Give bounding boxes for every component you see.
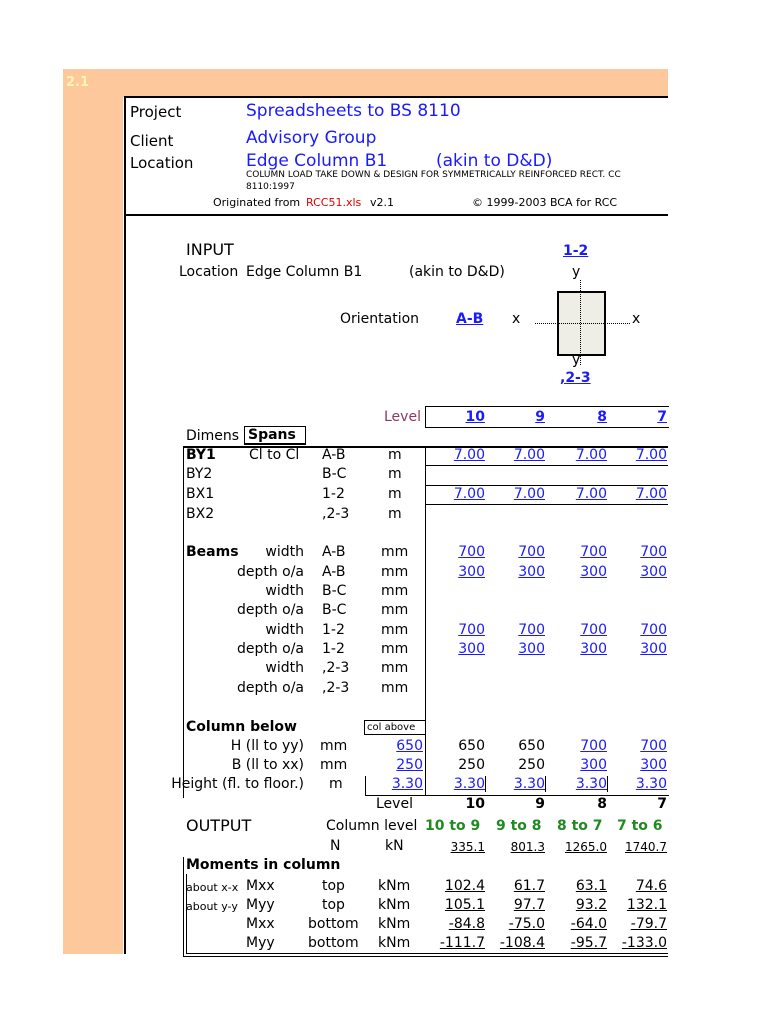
beam-row-values <box>425 622 668 640</box>
moment-unit: kNm <box>378 935 411 951</box>
bx1-bottom-border <box>425 504 668 505</box>
moment-name: Myy <box>246 935 275 951</box>
beam-row-name: depth o/a <box>236 641 304 657</box>
description: COLUMN LOAD TAKE DOWN & DESIGN FOR SYMMETRICALLY REINFORCED RECT. CC <box>246 170 621 180</box>
beam-row-name: depth o/a <box>236 680 304 696</box>
beam-row-name: depth o/a <box>236 564 304 580</box>
level-row-value: 7 <box>657 796 667 812</box>
bottom-span-link[interactable]: ,2-3 <box>560 370 591 386</box>
column-row-name: Height (fl. to floor.) <box>171 776 304 792</box>
moment-value: -79.7 <box>630 916 667 932</box>
column-row-values <box>425 738 668 756</box>
moment-value: -64.0 <box>570 916 607 932</box>
beam-value[interactable]: 300 <box>580 641 607 657</box>
span-value[interactable]: 7.00 <box>575 447 607 463</box>
originated-prefix: Originated from <box>213 196 301 209</box>
beam-row-ref: ,2-3 <box>322 680 350 696</box>
column-above-value[interactable]: 250 <box>396 757 423 773</box>
n-value: 1740.7 <box>625 840 667 854</box>
beam-row-values <box>425 641 668 659</box>
level-label: Level <box>384 409 421 425</box>
level-cell[interactable]: 7 <box>657 409 667 425</box>
y-axis-bottom-label: y <box>572 352 581 368</box>
beam-row-name: depth o/a <box>236 602 304 618</box>
output-bottom-border-inner <box>186 953 668 954</box>
beam-row-name: width <box>265 622 304 638</box>
moments-label: Moments in column <box>186 857 341 873</box>
project-value: Spreadsheets to BS 8110 <box>246 101 461 121</box>
column-value: 250 <box>518 757 545 773</box>
originated-file: RCC51.xls <box>306 196 362 209</box>
span-row-unit: m <box>388 506 402 522</box>
column-level-label: Column level <box>326 818 418 834</box>
n-unit: kN <box>385 838 404 854</box>
sheet-tag: 2.1 <box>66 75 90 90</box>
moment-values <box>425 878 668 896</box>
input-title: INPUT <box>186 240 234 259</box>
beam-row-ref: ,2-3 <box>322 660 350 676</box>
beam-value[interactable]: 300 <box>640 564 667 580</box>
span-value[interactable]: 7.00 <box>513 486 545 502</box>
n-value: 335.1 <box>450 840 485 854</box>
column-row-unit: m <box>329 776 343 792</box>
project-label: Project <box>130 103 182 121</box>
beam-row-unit: mm <box>381 564 409 580</box>
beam-value[interactable]: 300 <box>518 641 545 657</box>
moment-axis-label: about x-x <box>186 881 239 894</box>
location-note: (akin to D&D) <box>436 151 553 171</box>
top-span-link[interactable]: 1-2 <box>563 243 589 259</box>
span-row-ref: A-B <box>322 447 346 463</box>
level-cell[interactable]: 9 <box>535 409 545 425</box>
moment-values <box>425 897 668 915</box>
moment-value: 93.2 <box>575 897 607 913</box>
moment-value: -75.0 <box>508 916 545 932</box>
input-location-label: Location <box>179 264 239 280</box>
level-row-value: 9 <box>535 796 545 812</box>
output-bottom-border-outer <box>183 956 668 957</box>
beam-value[interactable]: 300 <box>458 564 485 580</box>
n-values <box>425 840 668 856</box>
column-value[interactable]: 300 <box>580 757 607 773</box>
beam-value[interactable]: 300 <box>458 641 485 657</box>
moment-value: -84.8 <box>448 916 485 932</box>
beam-row-ref: A-B <box>322 544 346 560</box>
moment-name: Mxx <box>246 916 275 932</box>
moment-value: 102.4 <box>444 878 485 894</box>
column-above-value[interactable]: 3.30 <box>391 776 423 792</box>
beam-value[interactable]: 700 <box>518 622 545 638</box>
column-value[interactable]: 300 <box>640 757 667 773</box>
x-axis-right-label: x <box>632 311 641 327</box>
moment-name: Mxx <box>246 878 275 894</box>
column-value: 650 <box>458 738 485 754</box>
column-value[interactable]: 3.30 <box>425 776 486 792</box>
level-cells <box>425 409 668 427</box>
span-row-unit: m <box>388 466 402 482</box>
orientation-link[interactable]: A-B <box>456 311 484 327</box>
sheet-margin-top <box>63 69 668 97</box>
beam-row-ref: B-C <box>322 583 347 599</box>
span-row-label: BY2 <box>186 466 213 482</box>
beam-value[interactable]: 300 <box>518 564 545 580</box>
header-bottom-border <box>124 214 668 216</box>
span-row-unit: m <box>388 447 402 463</box>
location-value: Edge Column B1 <box>246 151 388 171</box>
beam-value[interactable]: 700 <box>518 544 545 560</box>
span-row-ref: 1-2 <box>322 486 345 502</box>
column-row-name: H (ll to yy) <box>230 738 304 754</box>
span-value[interactable]: 7.00 <box>635 447 667 463</box>
column-value[interactable]: 3.30 <box>635 776 667 792</box>
moment-unit: kNm <box>378 916 411 932</box>
beam-row-ref: 1-2 <box>322 622 345 638</box>
input-location-value: Edge Column B1 <box>246 264 363 280</box>
moment-value: -108.4 <box>499 935 545 951</box>
orientation-label: Orientation <box>340 311 420 327</box>
beam-value[interactable]: 700 <box>580 544 607 560</box>
moment-unit: kNm <box>378 878 411 894</box>
beam-row-unit: mm <box>381 583 409 599</box>
moment-value: -95.7 <box>570 935 607 951</box>
moment-pos: bottom <box>308 916 359 932</box>
column-value[interactable]: 3.30 <box>545 776 608 792</box>
beam-row-ref: A-B <box>322 564 346 580</box>
moment-value: 97.7 <box>513 897 545 913</box>
beam-value[interactable]: 700 <box>640 544 667 560</box>
span-row-values <box>425 447 668 465</box>
originated-version: v2.1 <box>370 196 395 209</box>
span-row-label: BY1 <box>186 447 216 463</box>
span-value[interactable]: 7.00 <box>575 486 607 502</box>
input-location-note: (akin to D&D) <box>409 264 505 280</box>
column-below-label: Column below <box>186 719 297 735</box>
n-label: N <box>330 838 341 854</box>
span-row-values <box>425 486 668 504</box>
dimens-label: Dimens <box>186 428 240 444</box>
header-left-border <box>124 96 126 954</box>
beam-row-ref: 1-2 <box>322 641 345 657</box>
location-label: Location <box>130 154 194 172</box>
moment-value: 132.1 <box>626 897 667 913</box>
beam-value[interactable]: 300 <box>640 641 667 657</box>
level-cell[interactable]: 8 <box>597 409 607 425</box>
moment-value: 61.7 <box>513 878 545 894</box>
output-title: OUTPUT <box>186 816 252 835</box>
x-axis-dashed-line <box>535 323 630 324</box>
beam-row-name: width <box>265 660 304 676</box>
description-cont: 8110:1997 <box>246 182 295 192</box>
copyright: © 1999-2003 BCA for RCC <box>472 196 618 209</box>
level-row-label: Level <box>376 796 413 812</box>
column-value[interactable]: 700 <box>640 738 667 754</box>
beam-row-values <box>425 544 668 562</box>
beam-row-name: width <box>265 544 304 560</box>
span-row-sub: Cl to Cl <box>249 447 300 463</box>
level-row-value: 10 <box>465 796 485 812</box>
moment-value: 63.1 <box>575 878 607 894</box>
moment-name: Myy <box>246 897 275 913</box>
moment-values <box>425 916 668 934</box>
moment-value: 74.6 <box>635 878 667 894</box>
span-row-label: BX2 <box>186 506 215 522</box>
moment-unit: kNm <box>378 897 411 913</box>
output-left-border-outer <box>183 857 184 957</box>
column-value[interactable]: 700 <box>580 738 607 754</box>
span-value[interactable]: 7.00 <box>513 447 545 463</box>
beam-row-unit: mm <box>381 602 409 618</box>
column-level-value: 8 to 7 <box>557 818 603 834</box>
column-value: 250 <box>458 757 485 773</box>
moment-pos: top <box>322 897 345 913</box>
column-level-values <box>425 818 668 836</box>
header-top-border <box>124 96 668 98</box>
client-value: Advisory Group <box>246 128 377 148</box>
column-row-unit: mm <box>320 757 348 773</box>
beam-value[interactable]: 300 <box>580 564 607 580</box>
beam-row-unit: mm <box>381 641 409 657</box>
client-label: Client <box>130 132 174 150</box>
column-level-value: 10 to 9 <box>425 818 481 834</box>
column-level-value: 7 to 6 <box>617 818 663 834</box>
span-value[interactable]: 7.00 <box>635 486 667 502</box>
level-cell[interactable]: 10 <box>465 409 485 425</box>
beam-row-unit: mm <box>381 660 409 676</box>
beams-label: Beams <box>186 544 239 560</box>
span-row-ref: B-C <box>322 466 347 482</box>
n-value: 1265.0 <box>565 840 607 854</box>
beam-row-unit: mm <box>381 680 409 696</box>
column-value: 650 <box>518 738 545 754</box>
input-left-border <box>183 446 184 798</box>
moment-value: 105.1 <box>444 897 485 913</box>
y-axis-top-label: y <box>572 264 581 280</box>
column-value[interactable]: 3.30 <box>485 776 546 792</box>
beam-value[interactable]: 700 <box>580 622 607 638</box>
by1-bottom-border <box>425 465 668 466</box>
moment-pos: bottom <box>308 935 359 951</box>
moment-axis-label: about y-y <box>186 900 238 913</box>
beam-row-name: width <box>265 583 304 599</box>
sheet-margin-left <box>63 69 123 954</box>
moment-value: -111.7 <box>439 935 485 951</box>
moment-pos: top <box>322 878 345 894</box>
level-row-values <box>425 796 668 814</box>
span-row-label: BX1 <box>186 486 215 502</box>
span-value[interactable]: 7.00 <box>453 486 485 502</box>
moment-value: -133.0 <box>621 935 667 951</box>
column-row-name: B (ll to xx) <box>231 757 304 773</box>
span-row-ref: ,2-3 <box>322 506 350 522</box>
column-above-value[interactable]: 650 <box>396 738 423 754</box>
beam-row-values <box>425 564 668 582</box>
column-row-unit: mm <box>320 738 348 754</box>
n-value: 801.3 <box>510 840 545 854</box>
column-row-values <box>425 757 668 775</box>
span-value[interactable]: 7.00 <box>453 447 485 463</box>
beam-row-unit: mm <box>381 544 409 560</box>
beam-row-unit: mm <box>381 622 409 638</box>
level-row-value: 8 <box>597 796 607 812</box>
beam-value[interactable]: 700 <box>458 622 485 638</box>
column-row-values <box>425 776 668 794</box>
col-above-label: col above <box>364 720 426 735</box>
beam-value[interactable]: 700 <box>458 544 485 560</box>
beam-value[interactable]: 700 <box>640 622 667 638</box>
x-axis-left-label: x <box>512 311 521 327</box>
moment-values <box>425 935 668 953</box>
column-level-value: 9 to 8 <box>496 818 542 834</box>
beam-row-ref: B-C <box>322 602 347 618</box>
span-row-unit: m <box>388 486 402 502</box>
spans-label: Spans <box>244 426 306 445</box>
